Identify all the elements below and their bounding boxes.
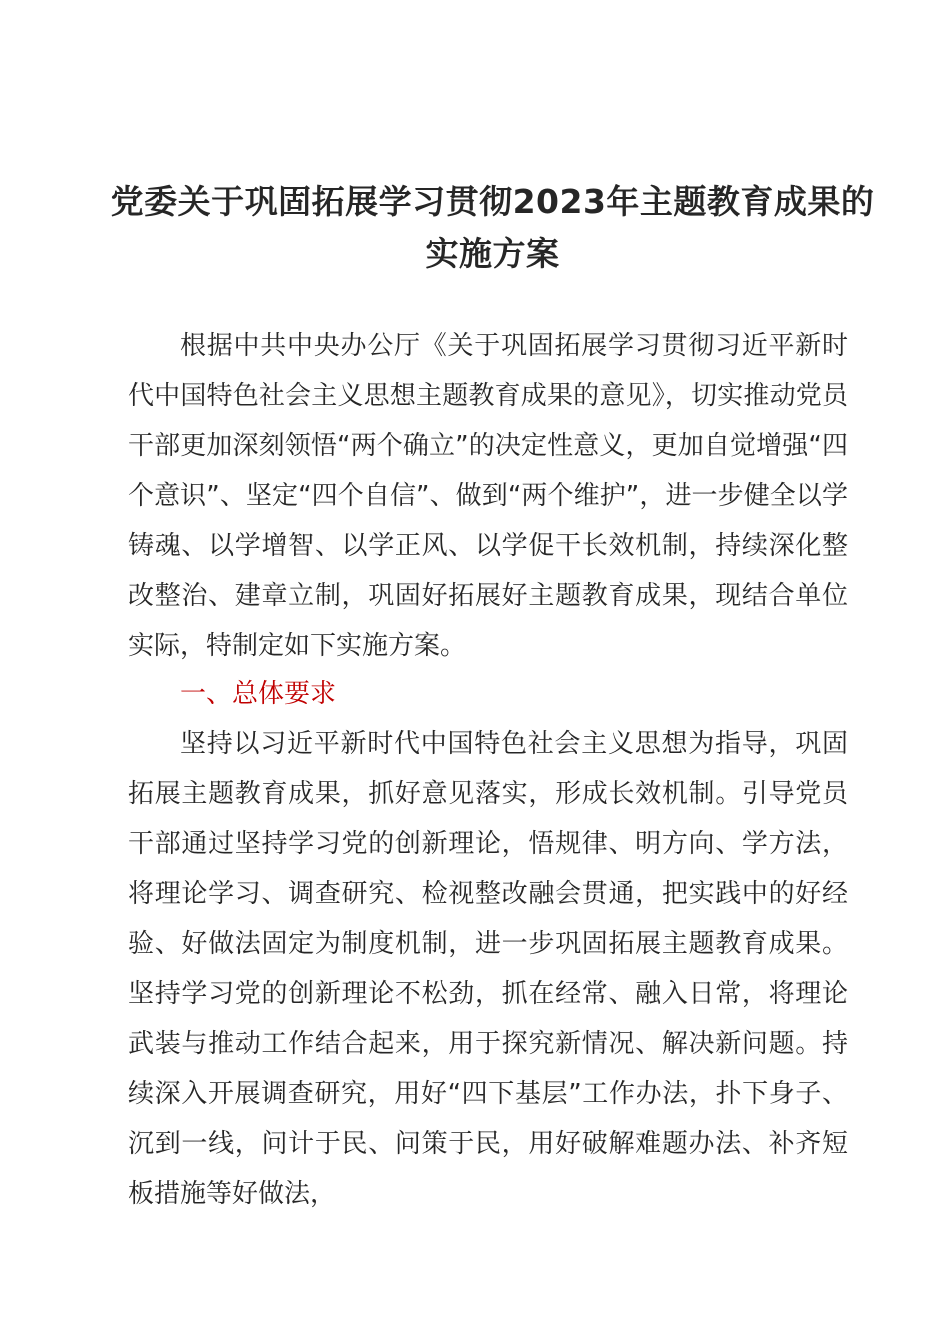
section-paragraph: 坚持以习近平新时代中国特色社会主义思想为指导，巩固拓展主题教育成果，抓好意见落实，形成长效机制。引导党员干部通过坚持学习党的创新理论，悟规律、明方向、学方法，将理论学习、调查研究、检视整改融会贯通，把实践中的好经验、好做法固定为制度机制，进一步巩固拓展主题教育成果。坚持学习党的创新理论不松劲，抓在经常、融入日常，将理论武装与推动工作结合起来，用于探究新情况、解决新问题。持续深入开展调查研究，用好“四下基层”工作办法，扑下身子、沉到一线，问计于民、问策于民，用好破解难题办法、补齐短板措施等好做法， (128, 729, 848, 1209)
document-title: 党委关于巩固拓展学习贯彻2023年主题教育成果的实施方案 (110, 182, 875, 273)
section-heading: 一、总体要求 (180, 679, 337, 709)
intro-paragraph: 根据中共中央办公厅《关于巩固拓展学习贯彻习近平新时代中国特色社会主义思想主题教育成果的意见》，切实推动党员干部更加深刻领悟“两个确立”的决定性意义，更加自觉增强“四个意识”、坚定“四个自信”、做到“两个维护”，进一步健全以学铸魂、以学增智、以学正风、以学促干长效机制，持续深化整改整治、建章立制，巩固好拓展好主题教育成果，现结合单位实际，特制定如下实施方案。 (128, 331, 848, 661)
